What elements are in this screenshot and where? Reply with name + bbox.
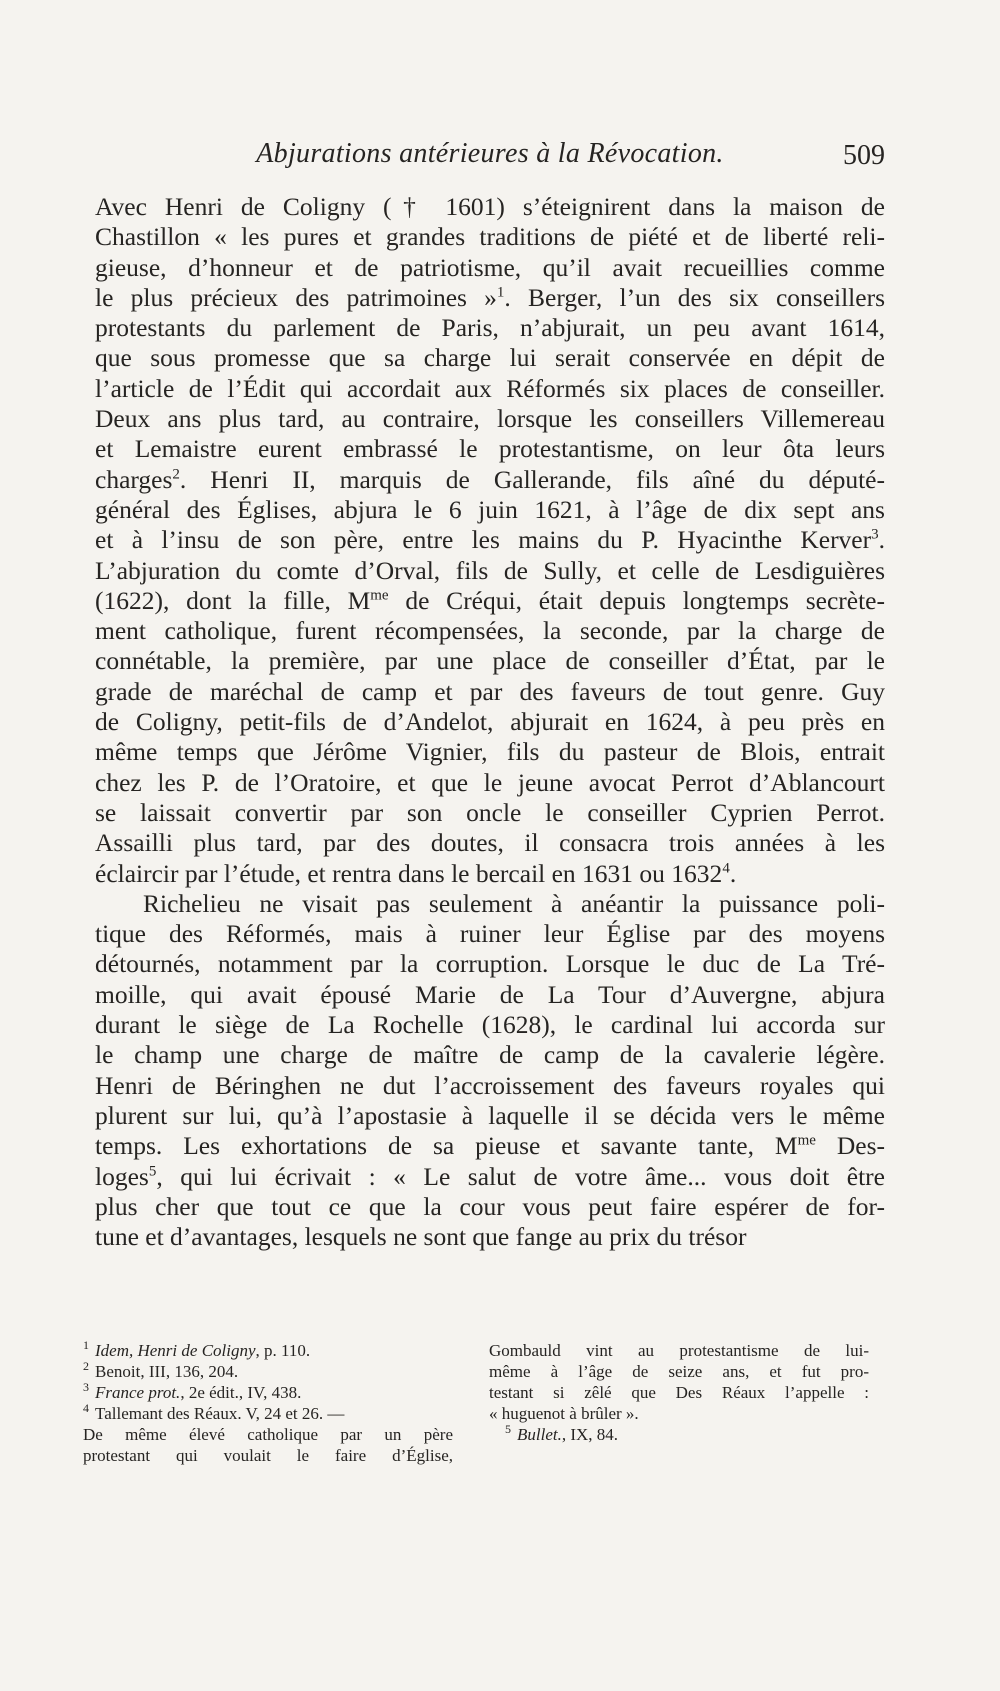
- text-segment: Deux ans plus tard, au contraire, lorsque les conseillers Villemereau: [95, 404, 885, 434]
- text-segment: et Lemaistre eurent embrassé le protestantisme, on leur ôta leurs: [95, 434, 885, 464]
- footnotes-right-column: [489, 1340, 869, 1445]
- text-segment: temps. Les exhortations de sa pieuse et savante tante, M: [95, 1131, 798, 1161]
- text-segment: .: [878, 525, 885, 555]
- text-line: [95, 919, 885, 949]
- text-segment: . Berger, l’un des six conseillers: [504, 282, 885, 312]
- text-segment: chez les P. de l’Oratoire, et que le jeune avocat Perrot d’Ablancourt: [95, 767, 885, 797]
- footnote-line: [83, 1424, 453, 1445]
- footnote-ref: me: [797, 1132, 816, 1149]
- text-segment: charges: [95, 464, 173, 494]
- footnote-number: 1: [83, 1338, 89, 1353]
- footnote-ref: 1: [496, 284, 505, 301]
- text-segment: loges: [95, 1161, 149, 1191]
- text-segment: connétable, la première, par une place de conseiller d’État, par le: [95, 646, 885, 676]
- footnote-line: [489, 1361, 869, 1382]
- text-line: [95, 828, 885, 858]
- text-line: [95, 1071, 885, 1101]
- text-segment: se laissait convertir par son oncle le conseiller Cyprien Perrot.: [95, 797, 885, 827]
- text-segment: plus cher que tout ce que la cour vous peut faire espérer de for-: [95, 1191, 885, 1221]
- footnote-text: Benoit, III, 136, 204.: [95, 1362, 239, 1381]
- text-line: [95, 192, 885, 222]
- footnote-number: 4: [83, 1401, 89, 1416]
- footnote-line: [83, 1340, 453, 1361]
- text-segment: même temps que Jérôme Vignier, fils du pasteur de Blois, entrait: [95, 737, 885, 767]
- footnote-ref: 5: [148, 1163, 157, 1179]
- text-segment: tique des Réformés, mais à ruiner leur Église par des moyens: [95, 919, 885, 949]
- text-segment: que sous promesse que sa charge lui serait conservée en dépit de: [95, 343, 885, 373]
- running-title: Abjurations antérieures à la Révocation.: [256, 138, 724, 169]
- text-segment: Henri de Béringhen ne dut l’accroissement des faveurs royales qui: [95, 1070, 885, 1100]
- text-segment: et à l’insu de son père, entre les mains du P. Hyacinthe Kerver: [95, 525, 872, 555]
- text-line: [95, 525, 885, 555]
- text-line: [95, 253, 885, 283]
- footnote-line: [489, 1382, 869, 1403]
- text-segment: grade de maréchal de camp et par des faveurs de tout genre. Guy: [95, 676, 885, 706]
- page-number: 509: [843, 140, 885, 171]
- footnote-ref: 4: [722, 860, 730, 877]
- text-line: [95, 222, 885, 252]
- page-header: [95, 138, 885, 178]
- footnote-text: testant si zêlé que Des Réaux l’appelle :: [489, 1383, 869, 1402]
- text-segment: L’abjuration du comte d’Orval, fils de Sully, et celle de Lesdiguières: [95, 555, 885, 585]
- text-line: [95, 859, 885, 889]
- text-segment: gieuse, d’honneur et de patriotisme, qu’il avait recueillies comme: [95, 252, 885, 282]
- text-segment: de Créqui, était depuis longtemps secrète-: [388, 585, 885, 615]
- footnote-text: De même élevé catholique par un père: [83, 1425, 453, 1444]
- text-line: [95, 1222, 885, 1252]
- text-segment: éclaircir par l’étude, et rentra dans le bercail en 1631 ou 1632: [95, 858, 723, 888]
- footnotes-left-column: [83, 1340, 453, 1466]
- text-line: [95, 1192, 885, 1222]
- footnote-ref: 3: [871, 526, 879, 543]
- footnote-line: [489, 1340, 869, 1361]
- footnote-source-title: Bullet.: [517, 1425, 562, 1444]
- footnote-text: Tallemant des Réaux. V, 24 et 26. —: [95, 1404, 345, 1423]
- text-segment: (1622), dont la fille, M: [95, 585, 371, 615]
- text-segment: Chastillon « les pures et grandes traditions de piété et de liberté reli-: [95, 222, 885, 252]
- text-line: [95, 434, 885, 464]
- footnote-source-title: Idem, Henri de Coligny: [95, 1341, 256, 1360]
- footnote-number: 5: [505, 1422, 511, 1437]
- text-line: [95, 768, 885, 798]
- text-segment: moille, qui avait épousé Marie de La Tour d’Auvergne, abjura: [95, 979, 885, 1009]
- text-line: [95, 495, 885, 525]
- text-segment: détournés, notamment par la corruption. Lorsque le duc de La Tré-: [95, 949, 885, 979]
- text-line: [95, 949, 885, 979]
- footnote-number: 2: [83, 1359, 89, 1374]
- text-line: [95, 1010, 885, 1040]
- text-segment: . Henri II, marquis de Gallerande, fils aîné du député-: [179, 464, 885, 494]
- text-segment: .: [729, 858, 737, 888]
- footnote-number: 3: [83, 1380, 89, 1395]
- text-line: [95, 404, 885, 434]
- text-line: [95, 616, 885, 646]
- text-line: [95, 1131, 885, 1161]
- text-segment: général des Églises, abjura le 6 juin 1621, à l’âge de dix sept ans: [95, 494, 885, 524]
- text-line: [95, 1162, 885, 1192]
- text-line: [95, 586, 885, 616]
- text-segment: Richelieu ne visait pas seulement à anéantir la puissance poli-: [143, 888, 885, 918]
- text-segment: Des-: [815, 1131, 885, 1161]
- footnote-line: [83, 1403, 453, 1424]
- text-line: [95, 465, 885, 495]
- footnote-source-title: France prot.: [95, 1383, 181, 1402]
- text-segment: de Coligny, petit-fils de d’Andelot, abjurait en 1624, à peu près en: [95, 707, 885, 737]
- text-segment: plurent sur lui, qu’à l’apostasie à laquelle il se décida vers le même: [95, 1100, 885, 1130]
- footnote-ref: 2: [172, 466, 180, 483]
- text-line: [95, 677, 885, 707]
- text-line: [95, 737, 885, 767]
- footnote-text: , p. 110.: [255, 1341, 311, 1360]
- footnote-ref: me: [370, 587, 389, 604]
- body-text: [95, 192, 885, 1252]
- text-line: [95, 1040, 885, 1070]
- text-segment: ment catholique, furent récompensées, la seconde, par la charge de: [95, 616, 885, 646]
- footnote-line: [489, 1403, 869, 1424]
- footnote-text: Gombauld vint au protestantisme de lui-: [489, 1341, 869, 1360]
- footnote-line: [489, 1424, 869, 1445]
- text-segment: le plus précieux des patrimoines »: [95, 282, 497, 312]
- text-segment: Avec Henri de Coligny († 1601) s’éteignirent dans la maison de: [95, 192, 885, 221]
- footnote-line: [83, 1382, 453, 1403]
- text-segment: tune et d’avantages, lesquels ne sont que fange au prix du trésor: [95, 1222, 747, 1252]
- footnote-text: , 2e édit., IV, 438.: [180, 1383, 302, 1402]
- text-segment: l’article de l’Édit qui accordait aux Réformés six places de conseiller.: [95, 373, 885, 403]
- text-segment: Assailli plus tard, par des doutes, il consacra trois années à les: [95, 828, 885, 858]
- text-line: [95, 556, 885, 586]
- text-line: [95, 374, 885, 404]
- text-line: [95, 1101, 885, 1131]
- text-line: [95, 707, 885, 737]
- footnote-text: protestant qui voulait le faire d’Église,: [83, 1446, 453, 1465]
- text-line: [95, 313, 885, 343]
- footnote-text: « huguenot à brûler ».: [489, 1404, 639, 1423]
- footnote-text: même à l’âge de seize ans, et fut pro-: [489, 1362, 869, 1381]
- footnote-line: [83, 1445, 453, 1466]
- text-line: [95, 283, 885, 313]
- text-segment: , qui lui écrivait : « Le salut de votre âme... vous doit être: [156, 1161, 885, 1191]
- text-segment: le champ une charge de maître de camp de la cavalerie légère.: [95, 1040, 885, 1070]
- footnote-line: [83, 1361, 453, 1382]
- text-line: [95, 798, 885, 828]
- text-line: [95, 343, 885, 373]
- text-segment: protestants du parlement de Paris, n’abjurait, un peu avant 1614,: [95, 313, 885, 343]
- text-line: [95, 889, 885, 919]
- footnote-text: , IX, 84.: [561, 1425, 619, 1444]
- text-line: [95, 980, 885, 1010]
- text-segment: durant le siège de La Rochelle (1628), le cardinal lui accorda sur: [95, 1010, 885, 1040]
- text-line: [95, 646, 885, 676]
